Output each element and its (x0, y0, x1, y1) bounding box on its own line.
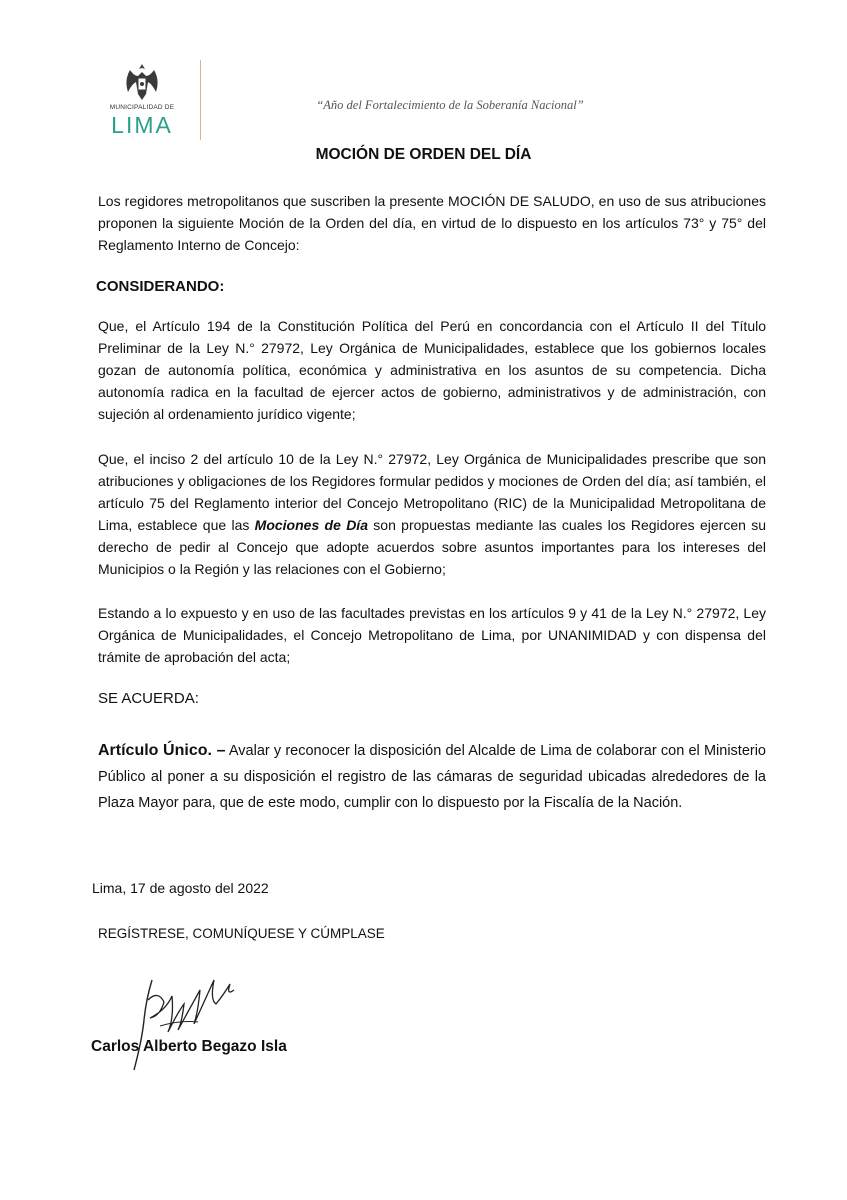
considerando-2-after: son propuestas mediante las cuales los Regidores ejercen su derecho de pedir al Concejo que adopte acuerdos sobre asuntos importantes para los intereses del Municipios o la Región y las relaciones con el Gobierno; (98, 517, 766, 577)
coat-of-arms-icon (120, 62, 164, 102)
document-title: MOCIÓN DE ORDEN DEL DÍA (315, 146, 532, 163)
logo-wordmark: LIMA (111, 112, 173, 138)
municipality-logo (98, 62, 188, 142)
articulo-title: Artículo Único. – (98, 742, 226, 759)
logo-caption: MUNICIPALIDAD DE (109, 104, 175, 111)
considerando-paragraph-3 (98, 602, 766, 668)
considerando-text-1: Que, el Artículo 194 de la Constitución Política del Perú en concordancia con el Artículo II del Título Preliminar de la Ley N.° 27972, Ley Orgánica de Municipalidades, establece que los gobiernos locales gozan de autonomía política, económica y administrativa en los asuntos de su competencia. Dicha autonomía radica en la facultad de ejercer actos de gobierno, administrativos y de administración, con sujeción al ordenamiento jurídico vigente; (98, 318, 766, 422)
considerando-heading: CONSIDERANDO: (96, 278, 225, 295)
intro-text: Los regidores metropolitanos que suscriben la presente MOCIÓN DE SALUDO, en uso de sus atribuciones proponen la siguiente Moción de la Orden del día, en virtud de lo dispuesto en los artículos 73° y 75° del Reglamento Interno de Concejo: (98, 193, 766, 253)
considerando-text-2 (98, 448, 766, 580)
mociones-emphasis: Mociones de Día (254, 517, 368, 533)
acuerda-heading: SE ACUERDA: (98, 690, 199, 707)
year-motto: “Año del Fortalecimiento de la Soberanía Nacional” (316, 98, 584, 112)
considerando-paragraph-2 (98, 448, 766, 580)
header-divider (200, 60, 201, 140)
closing-formula: REGÍSTRESE, COMUNÍQUESE Y CÚMPLASE (98, 926, 385, 941)
articulo-unico (98, 738, 766, 816)
considerando-2-before: Que, el inciso 2 del artículo 10 de la Ley N.° 27972, Ley Orgánica de Municipalidades prescribe que son atribuciones y obligaciones de los Regidores formular pedidos y mociones de Orden del día; así también, el artículo 75 del Reglamento interior del Concejo Metropolitano (RIC) de la Municipalidad Metropolitana de Lima, establece que las (98, 451, 766, 533)
considerando-paragraph-1 (98, 315, 766, 425)
considerando-text-3: Estando a lo expuesto y en uso de las facultades previstas en los artículos 9 y 41 de la Ley N.° 27972, Ley Orgánica de Municipalidades, el Concejo Metropolitano de Lima, por UNANIMIDAD y con dispensa del trámite de aprobación del acta; (98, 605, 766, 665)
document-date: Lima, 17 de agosto del 2022 (92, 880, 269, 896)
handwritten-signature (120, 960, 250, 1080)
signer-name: Carlos Alberto Begazo Isla (91, 1038, 287, 1055)
articulo-text: Avalar y reconocer la disposición del Alcalde de Lima de colaborar con el Ministerio Público al poner a su disposición el registro de las cámaras de seguridad ubicadas alrededores de la Plaza Mayor para, que de este modo, cumplir con lo dispuesto por la Fiscalía de la Nación. (98, 743, 766, 811)
intro-paragraph (98, 190, 766, 256)
